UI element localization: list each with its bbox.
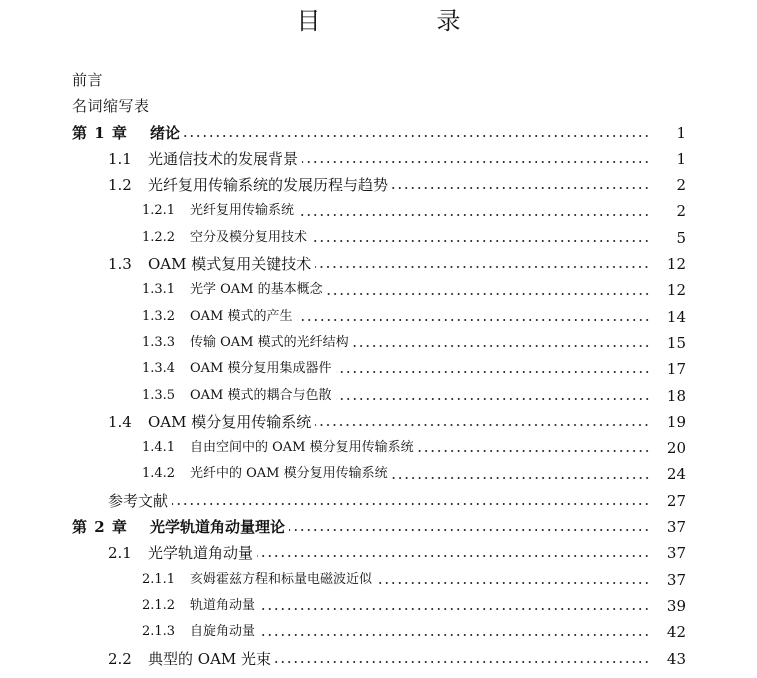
dot-leader xyxy=(392,477,650,479)
dot-leader xyxy=(392,187,650,189)
toc-entry[interactable] xyxy=(0,251,757,277)
toc-entry-number: 1.3 xyxy=(108,255,132,274)
toc-entry-number: 1.3.5 xyxy=(142,387,176,403)
toc-entry-label: OAM 模分复用传输系统 xyxy=(148,412,312,431)
toc-entry[interactable] xyxy=(0,540,757,566)
toc-entry-label: 光纤中的 OAM 模分复用传输系统 xyxy=(190,466,388,482)
toc-entry[interactable] xyxy=(0,356,757,382)
toc-entry-page-number: 1 xyxy=(676,149,686,168)
toc-entry[interactable] xyxy=(0,277,757,303)
toc-entry-number: 1.4.1 xyxy=(142,440,176,456)
toc-entry-number: 1.2.1 xyxy=(142,203,176,219)
toc-entry-page-number: 17 xyxy=(666,360,686,379)
dot-leader xyxy=(302,161,650,163)
dot-leader xyxy=(172,503,650,505)
toc-entry-page-number: 1 xyxy=(676,123,686,142)
toc-entry-label: 光通信技术的发展背景 xyxy=(148,149,299,168)
toc-entry-page-number: 20 xyxy=(666,439,686,458)
dot-leader xyxy=(257,555,650,557)
dot-leader xyxy=(336,371,651,373)
toc-entry-page-number: 18 xyxy=(666,386,686,405)
toc-entry-label: 自旋角动量 xyxy=(190,624,256,640)
toc-entry-page-number: 12 xyxy=(666,281,686,300)
toc-entry-page-number: 37 xyxy=(666,544,686,563)
toc-entry-label: 自由空间中的 OAM 模分复用传输系统 xyxy=(190,440,414,456)
toc-entry-label: 前言 xyxy=(72,71,104,89)
toc-entry-number: 第 2 章 xyxy=(72,518,128,537)
toc-chapter-entry[interactable] xyxy=(0,120,757,146)
toc-entry-page-number: 42 xyxy=(666,623,686,642)
toc-entry-label: 光学 OAM 的基本概念 xyxy=(190,282,323,298)
toc-entry-label: 传输 OAM 模式的光纤结构 xyxy=(190,334,349,350)
toc-entry-label: 光学轨道角动量理论 xyxy=(150,518,286,537)
toc-entry-number: 1.3.1 xyxy=(142,282,176,298)
toc-entry-page-number: 5 xyxy=(676,228,686,247)
toc-entry-label: 参考文献 xyxy=(108,491,169,510)
toc-entry-number: 2.1.1 xyxy=(142,571,176,587)
toc-entry-label: 亥姆霍兹方程和标量电磁波近似 xyxy=(190,571,373,587)
dot-leader xyxy=(418,450,650,452)
toc-entry-page-number: 39 xyxy=(666,596,686,615)
toc-entry-number: 2.1.2 xyxy=(142,597,176,613)
dot-leader xyxy=(315,266,650,268)
toc-entry-label: 光纤复用传输系统的发展历程与趋势 xyxy=(148,176,389,195)
toc-entry-label: 名词缩写表 xyxy=(72,97,150,116)
toc-entry-label: OAM 模式的产生 xyxy=(190,308,293,324)
toc-entry[interactable] xyxy=(0,172,757,198)
toc-entry-label: OAM 模式的耦合与色散 xyxy=(190,387,332,403)
toc-entry-number: 1.3.4 xyxy=(142,361,176,377)
dot-leader xyxy=(376,582,650,584)
toc-entry-number: 1.3.3 xyxy=(142,334,176,350)
toc-entry-page-number: 37 xyxy=(666,518,686,537)
dot-leader xyxy=(353,345,650,347)
dot-leader xyxy=(289,529,650,531)
dot-leader xyxy=(259,608,650,610)
toc-entry-page-number: 37 xyxy=(666,570,686,589)
toc-entry-number: 1.2.2 xyxy=(142,229,176,245)
toc-list xyxy=(0,67,757,672)
toc-entry[interactable] xyxy=(0,619,757,645)
dot-leader xyxy=(327,293,650,295)
toc-entry-number: 2.2 xyxy=(108,649,132,668)
dot-leader xyxy=(297,319,651,321)
toc-entry-label: OAM 模式复用关键技术 xyxy=(148,255,312,274)
toc-entry-page-number: 15 xyxy=(666,333,686,352)
toc-entry[interactable] xyxy=(0,198,757,224)
toc-entry-page-number: 19 xyxy=(666,412,686,431)
toc-entry-label: 轨道角动量 xyxy=(190,597,256,613)
toc-entry-label: 光学轨道角动量 xyxy=(148,544,254,563)
dot-leader xyxy=(336,398,651,400)
toc-entry[interactable] xyxy=(0,383,757,409)
dot-leader xyxy=(311,240,650,242)
toc-entry-number: 1.2 xyxy=(108,176,132,195)
toc-entry-number: 1.4 xyxy=(108,412,132,431)
toc-entry-label: 光纤复用传输系统 xyxy=(190,203,295,219)
toc-entry[interactable] xyxy=(0,593,757,619)
toc-entry-page-number: 2 xyxy=(676,176,686,195)
toc-entry-number: 1.1 xyxy=(108,149,132,168)
toc-entry[interactable] xyxy=(0,461,757,487)
toc-entry[interactable] xyxy=(0,330,757,356)
toc-entry-label: 空分及模分复用技术 xyxy=(190,229,308,245)
toc-entry[interactable] xyxy=(0,567,757,593)
toc-entry-page-number: 27 xyxy=(666,491,686,510)
toc-entry[interactable] xyxy=(0,225,757,251)
toc-entry-number: 1.4.2 xyxy=(142,466,176,482)
toc-entry-page-number: 43 xyxy=(666,649,686,668)
toc-entry[interactable] xyxy=(0,93,757,119)
toc-entry-number: 1.3.2 xyxy=(142,308,176,324)
toc-entry[interactable] xyxy=(0,409,757,435)
toc-title: 目 录 xyxy=(296,7,507,35)
toc-entry-label: OAM 模分复用集成器件 xyxy=(190,361,332,377)
toc-entry[interactable] xyxy=(0,488,757,514)
dot-leader xyxy=(298,214,650,216)
toc-entry[interactable] xyxy=(0,67,757,93)
toc-entry[interactable] xyxy=(0,646,757,672)
toc-entry[interactable] xyxy=(0,435,757,461)
toc-entry[interactable] xyxy=(0,304,757,330)
dot-leader xyxy=(315,424,650,426)
toc-entry-number: 第 1 章 xyxy=(72,123,128,142)
toc-entry-label: 典型的 OAM 光束 xyxy=(148,649,272,668)
toc-entry-number: 2.1.3 xyxy=(142,624,176,640)
toc-entry[interactable] xyxy=(0,146,757,172)
toc-entry-page-number: 12 xyxy=(666,255,686,274)
toc-entry-page-number: 2 xyxy=(676,202,686,221)
toc-entry-page-number: 24 xyxy=(666,465,686,484)
toc-chapter-entry[interactable] xyxy=(0,514,757,540)
dot-leader xyxy=(275,661,650,663)
toc-entry-page-number: 14 xyxy=(666,307,686,326)
toc-entry-number: 2.1 xyxy=(108,544,132,563)
dot-leader xyxy=(184,135,650,137)
toc-entry-label: 绪论 xyxy=(150,123,181,142)
dot-leader xyxy=(259,634,650,636)
